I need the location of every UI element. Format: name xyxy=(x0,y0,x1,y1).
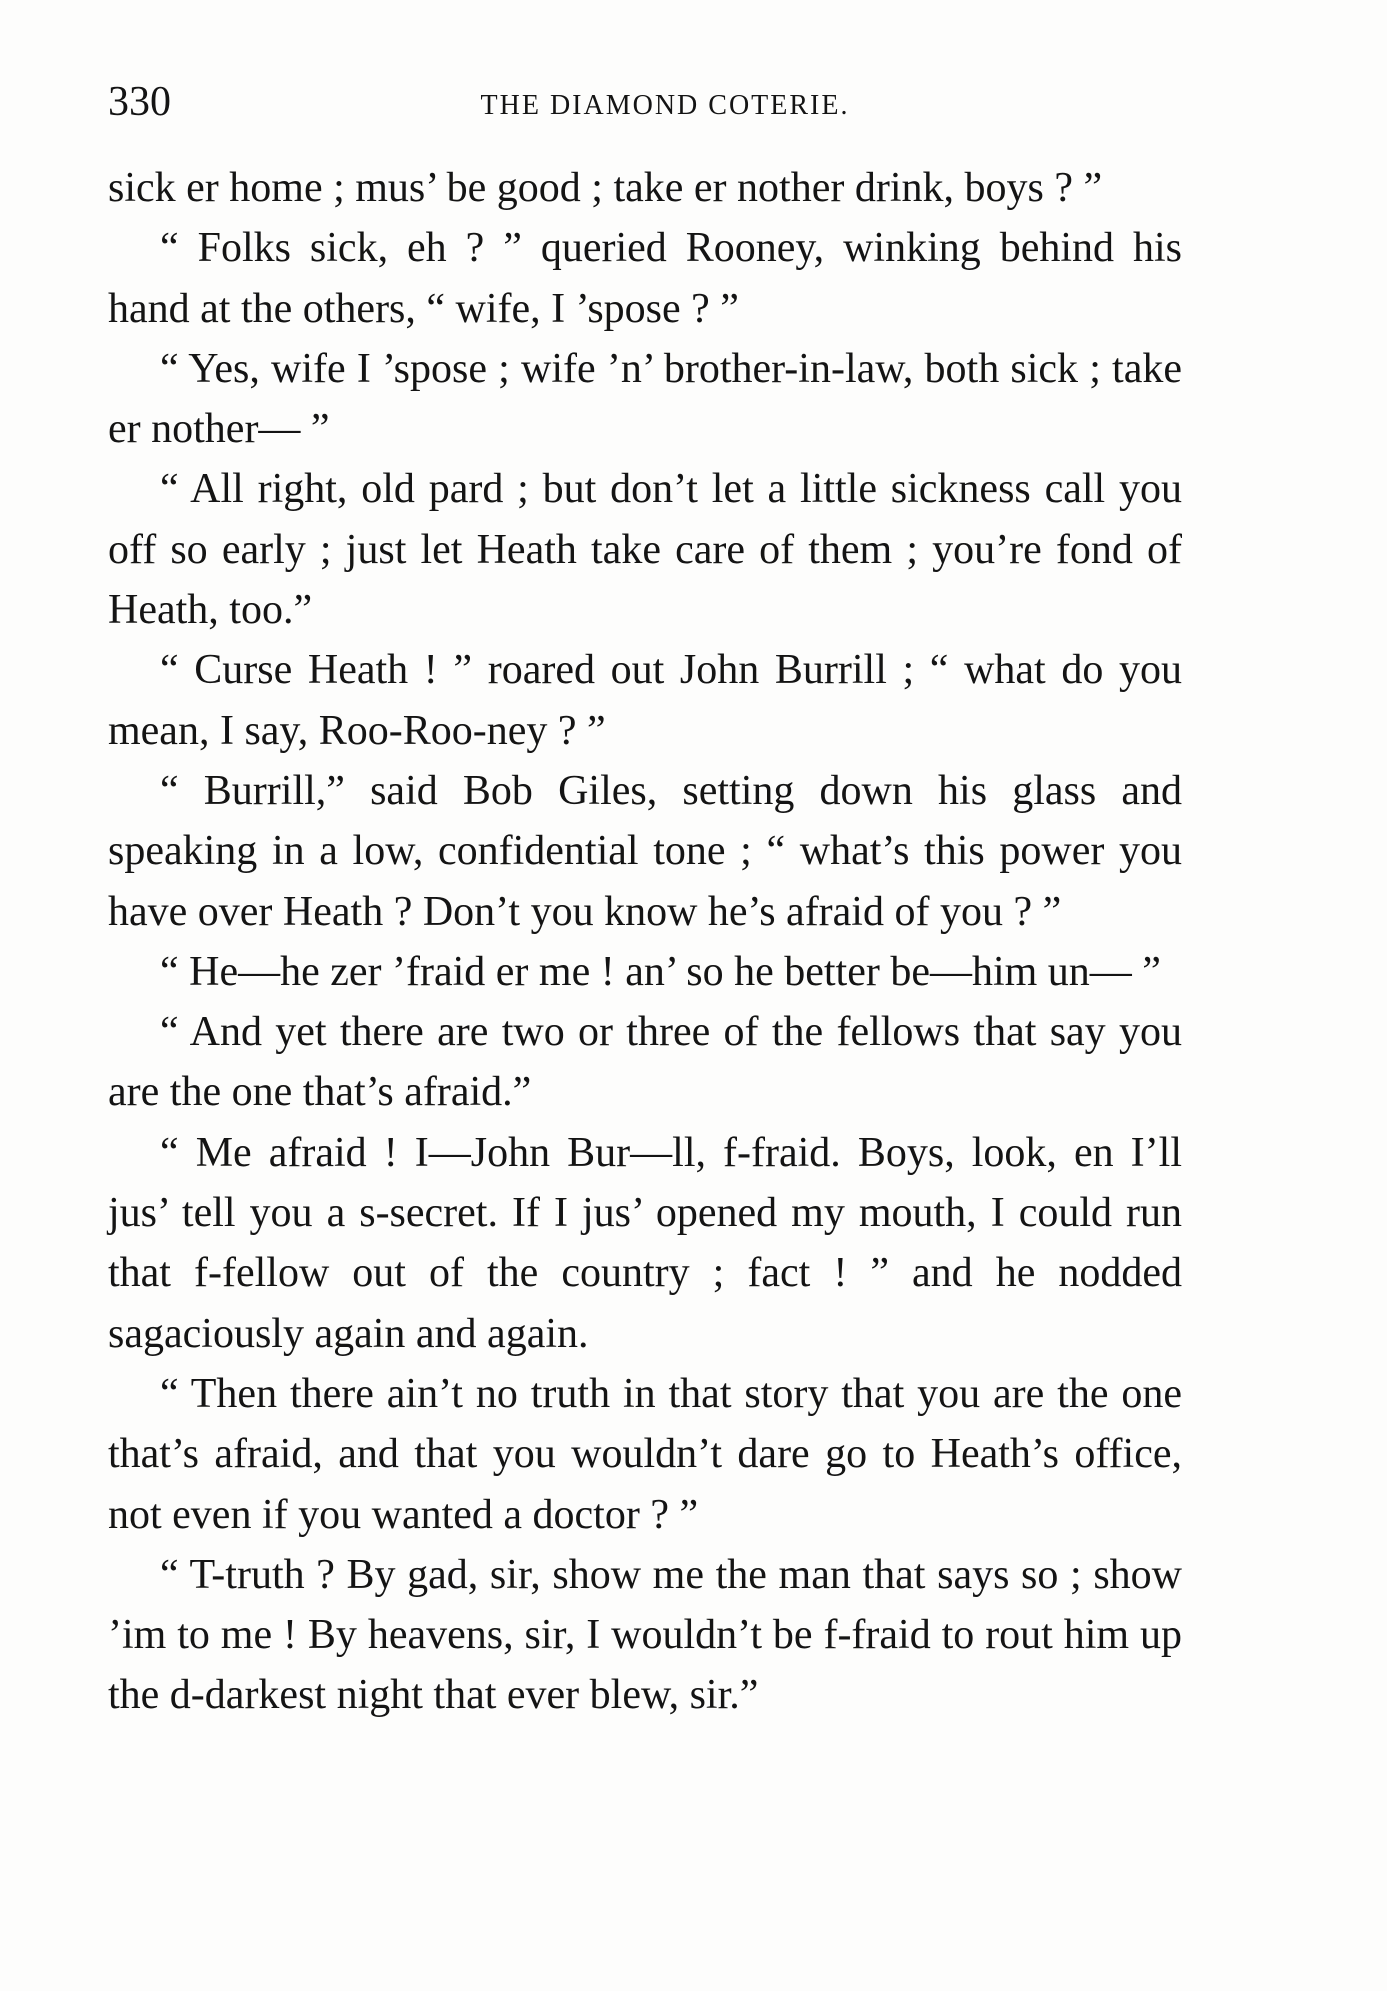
paragraph-continued: sick er home ; mus’ be good ; take er nother drink, boys ? ” xyxy=(108,165,1103,211)
paragraph: “ And yet there are two or three of the fellows that say you are the one that’s afraid.” xyxy=(108,1009,1182,1116)
paragraph: “ Curse Heath ! ” roared out John Burrill ; “ what do you mean, I say, Roo-Roo-ney ? ” xyxy=(108,647,1182,754)
page-number: 330 xyxy=(108,79,171,125)
paragraph: “ Then there ain’t no truth in that story that you are the one that’s afraid, and that you wouldn’t dare go to Heath’s office, not even if you wanted a doctor ? ” xyxy=(108,1370,1182,1538)
running-title: THE DIAMOND COTERIE. xyxy=(480,90,850,121)
paragraph: “ Folks sick, eh ? ” queried Rooney, winking behind his hand at the others, “ wife, I ’spose ? ” xyxy=(108,225,1182,332)
paragraph: “ T-truth ? By gad, sir, show me the man that says so ; show ’im to me ! By heavens, sir, I wouldn’t be f-fraid to rout him up the d-darkest night that ever blew, sir.” xyxy=(108,1551,1182,1719)
paragraph: “ All right, old pard ; but don’t let a little sickness call you off so early ; just let Heath take care of them ; you’re fond of Heath, too.” xyxy=(108,466,1182,634)
paragraph: “ Yes, wife I ’spose ; wife ’n’ brother-in-law, both sick ; take er nother— ” xyxy=(108,345,1182,453)
paragraph: “ Me afraid ! I—John Bur—ll, f-fraid. Boys, look, en I’ll jus’ tell you a s-secret. If I jus’ opened my mouth, I could run that f-fellow out of the country ; fact ! ” and he nodded sagaciously again and again. xyxy=(108,1129,1182,1357)
paragraph: “ Burrill,” said Bob Giles, setting down his glass and speaking in a low, confidential tone ; “ what’s this power you have over Heath ? Don’t you know he’s afraid of you ? ” xyxy=(108,767,1182,935)
running-head xyxy=(108,72,1182,132)
paragraph: “ He—he zer ’fraid er me ! an’ so he better be—him un— ” xyxy=(160,948,1161,995)
body-text xyxy=(108,158,1182,1726)
